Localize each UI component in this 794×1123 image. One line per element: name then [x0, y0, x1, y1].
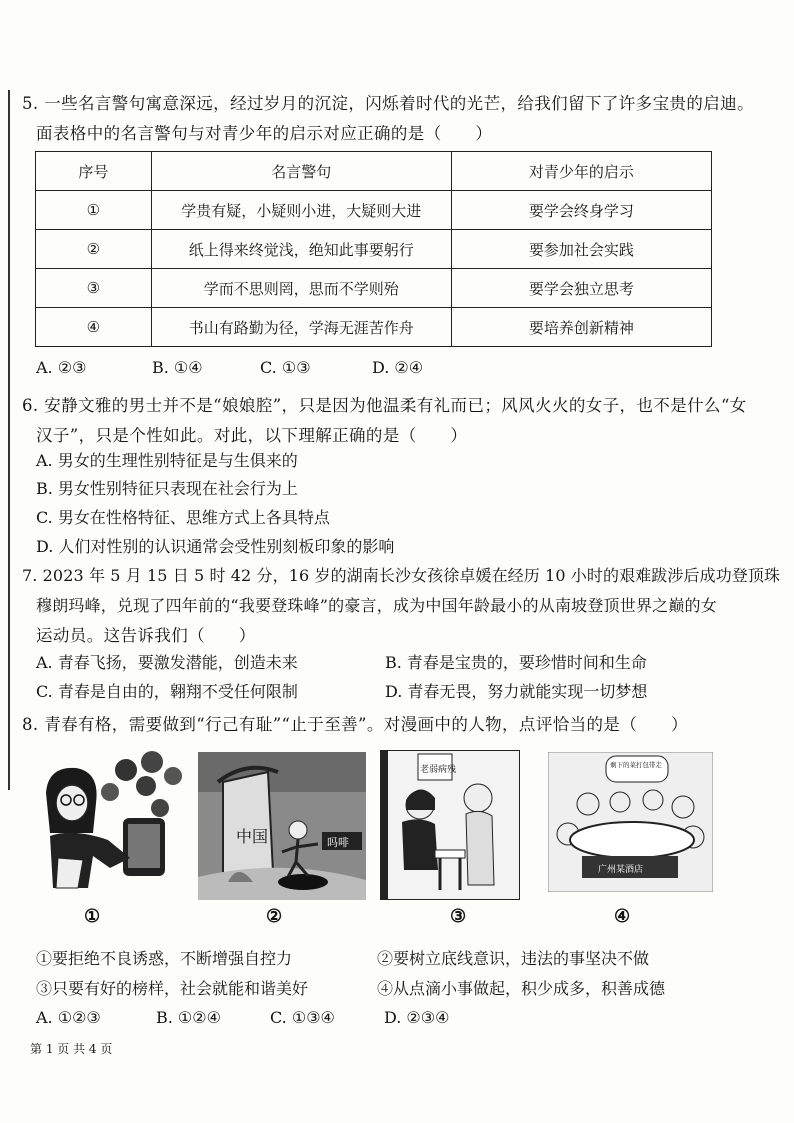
table-row: [36, 191, 712, 230]
cartoon-3-sign-label: 老弱病残: [420, 765, 457, 775]
binding-rule: [8, 90, 10, 790]
table-row: [36, 269, 712, 308]
page-footer: 第 1 页 共 4 页: [30, 1042, 113, 1056]
table-header: 对青少年的启示: [451, 152, 711, 191]
cartoon-2-sign-label: 吗啡: [327, 836, 349, 849]
table-cell: 要学会独立思考: [451, 269, 711, 308]
table-header: 名言警句: [151, 152, 451, 191]
cartoon-2-gate-label: 中国: [236, 827, 269, 846]
table-row: [36, 308, 712, 347]
q6-option-c: C. 男女在性格特征、思维方式上各具特点: [36, 508, 330, 527]
q5-option-a: A. ②③: [36, 358, 87, 377]
q7-option-d: D. 青春无畏，努力就能实现一切梦想: [385, 682, 648, 701]
q8-statement-2: ②要树立底线意识，违法的事坚决不做: [377, 949, 650, 968]
q8-stem: 8. 青春有格，需要做到“行己有耻”“止于至善”。对漫画中的人物，点评恰当的是（ ）: [22, 715, 688, 734]
cartoon-4-restaurant-label: 广州某酒店: [598, 865, 644, 875]
table-cell: 学而不思则罔，思而不学则殆: [151, 269, 451, 308]
q5-table: [35, 151, 712, 347]
cartoon-2-drug-border: [198, 752, 366, 900]
table-header: 序号: [36, 152, 152, 191]
cartoon-caption: ①: [84, 906, 101, 927]
cartoon-3-priority-seat: [380, 750, 520, 900]
cartoon-caption: ④: [614, 906, 631, 927]
table-cell: 要学会终身学习: [451, 191, 711, 230]
q8-option-c: C. ①③④: [270, 1008, 335, 1027]
q7-stem-line1: 7. 2023 年 5 月 15 日 5 时 42 分，16 岁的湖南长沙女孩徐卓媛在经历 10 小时的艰难跋涉后成功登顶珠: [22, 566, 781, 585]
table-cell: ①: [36, 191, 152, 230]
q5-stem-line1: 5. 一些名言警句寓意深远，经过岁月的沉淀，闪烁着时代的光芒，给我们留下了许多宝贵的启迪。: [22, 94, 754, 113]
cartoon-caption: ②: [266, 906, 283, 927]
cartoon-1-phone-temptation: [38, 748, 188, 896]
table-cell: ②: [36, 230, 152, 269]
q8-option-b: B. ①②④: [156, 1008, 221, 1027]
table-cell: 学贵有疑，小疑则小进，大疑则大进: [151, 191, 451, 230]
q8-option-a: A. ①②③: [36, 1008, 101, 1027]
table-cell: ④: [36, 308, 152, 347]
q8-option-d: D. ②③④: [384, 1008, 450, 1027]
table-row: [36, 230, 712, 269]
cartoon-4-bubble-text: 剩下的菜打包带走: [610, 761, 662, 769]
q5-stem-line2: 面表格中的名言警句与对青少年的启示对应正确的是（ ）: [36, 124, 493, 143]
q8-statement-1: ①要拒绝不良诱惑，不断增强自控力: [36, 949, 293, 968]
q7-stem-line2: 穆朗玛峰，兑现了四年前的“我要登珠峰”的豪言，成为中国年龄最小的从南坡登顶世界之巅的女: [36, 596, 717, 615]
q6-option-b: B. 男女性别特征只表现在社会行为上: [36, 479, 298, 498]
table-cell: 书山有路勤为径，学海无涯苦作舟: [151, 308, 451, 347]
q7-stem-line3: 运动员。这告诉我们（ ）: [36, 626, 256, 645]
table-header-row: [36, 152, 712, 191]
q5-option-d: D. ②④: [372, 358, 424, 377]
q5-option-b: B. ①④: [152, 358, 203, 377]
q7-option-c: C. 青春是自由的，翱翔不受任何限制: [36, 682, 298, 701]
q7-option-a: A. 青春飞扬，要激发潜能，创造未来: [36, 653, 298, 672]
q6-option-a: A. 男女的生理性别特征是与生俱来的: [36, 451, 298, 470]
q8-statement-4: ④从点滴小事做起，积少成多，积善成德: [377, 979, 666, 998]
q6-option-d: D. 人们对性别的认识通常会受性别刻板印象的影响: [36, 537, 395, 556]
cartoon-4-restaurant-dinner: [548, 752, 713, 892]
table-cell: 要参加社会实践: [451, 230, 711, 269]
table-cell: ③: [36, 269, 152, 308]
cartoon-caption: ③: [450, 906, 467, 927]
table-cell: 纸上得来终觉浅，绝知此事要躬行: [151, 230, 451, 269]
q6-stem-line1: 6. 安静文雅的男士并不是“娘娘腔”，只是因为他温柔有礼而已；风风火火的女子，也不是什么“女: [22, 396, 747, 415]
table-cell: 要培养创新精神: [451, 308, 711, 347]
q6-stem-line2: 汉子”，只是个性如此。对此，以下理解正确的是（ ）: [36, 426, 468, 445]
q7-option-b: B. 青春是宝贵的，要珍惜时间和生命: [385, 653, 647, 672]
q8-statement-3: ③只要有好的榜样，社会就能和谐美好: [36, 979, 309, 998]
q5-option-c: C. ①③: [260, 358, 311, 377]
